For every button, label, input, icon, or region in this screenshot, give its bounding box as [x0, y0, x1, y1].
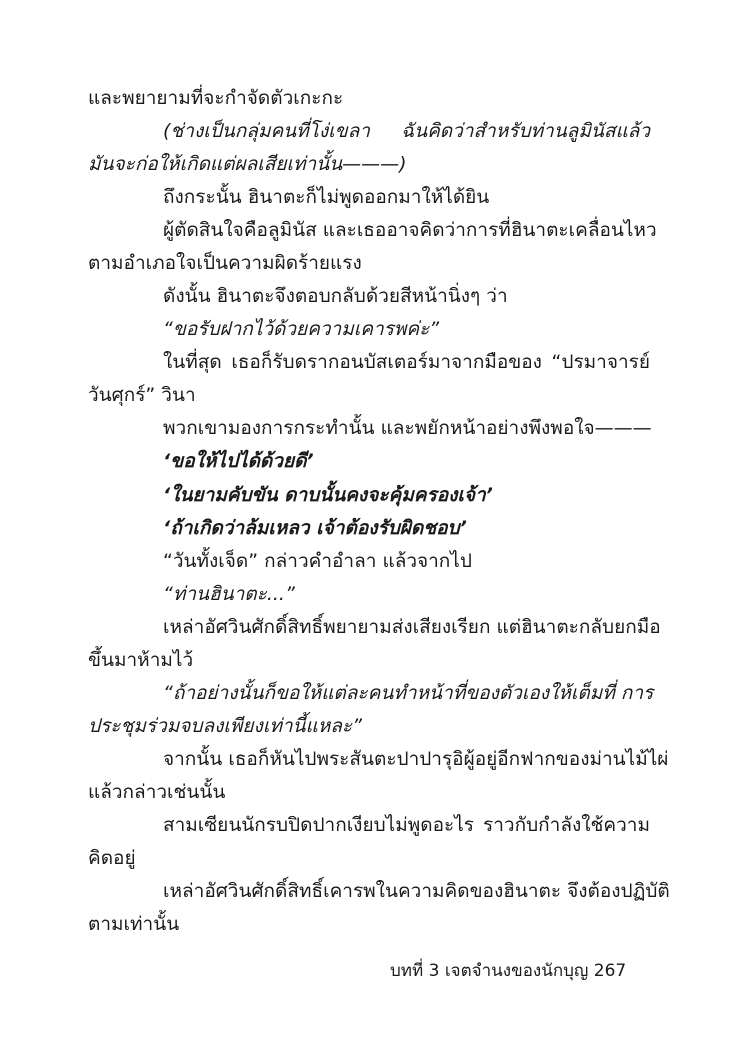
- text-line-25: เหล่าอัศวินศักดิ์สิทธิ์เคารพในความคิดของฮินาตะ จึงต้องปฏิบัติ: [163, 880, 670, 902]
- text-line-17: เหล่าอัศวินศักดิ์สิทธิ์พยายามส่งเสียงเรียก แต่ฮินาตะกลับยกมือ: [163, 616, 661, 638]
- text-line-15: “วันทั้งเจ็ด” กล่าวคำอำลา แล้วจากไป: [163, 550, 472, 572]
- text-line-6: ตามอำเภอใจเป็นความผิดร้ายแรง: [88, 252, 362, 274]
- dialogue-line-16: “ท่านฮินาตะ...”: [163, 583, 295, 605]
- page-footer: บทที่ 3 เจตจำนงของนักบุญ 267: [390, 961, 627, 981]
- text-line-4: ถึงกระนั้น ฮินาตะก็ไม่พูดออกมาให้ได้ยิน: [163, 186, 490, 208]
- inner-thought-line-2: มันจะก่อให้เกิดแต่ผลเสียเท่านั้น———): [88, 153, 407, 175]
- text-line-9: ในที่สุด เธอก็รับดรากอนบัสเตอร์มาจากมือของ “ปรมาจารย์: [163, 351, 650, 373]
- text-line-26: ตามเท่านั้น: [88, 913, 180, 935]
- text-line-22: แล้วกล่าวเช่นนั้น: [88, 781, 226, 803]
- dialogue-line-20: ประชุมร่วมจบลงเพียงเท่านี้แหละ”: [88, 715, 362, 737]
- inner-thought-line-1: (ช่างเป็นกลุ่มคนที่โง่เขลา ฉันคิดว่าสำหรับท่านลูมินัสแล้ว: [163, 120, 650, 142]
- text-line-5: ผู้ตัดสินใจคือลูมินัส และเธออาจคิดว่าการที่ฮินาตะเคลื่อนไหว: [163, 219, 657, 241]
- text-line-7: ดังนั้น ฮินาตะจึงตอบกลับด้วยสีหน้านิ่งๆ ว่า: [163, 285, 508, 307]
- text-line-1: และพยายามที่จะกำจัดตัวเกะกะ: [88, 87, 344, 109]
- text-line-10: วันศุกร์” วินา: [88, 384, 196, 406]
- text-line-18: ขึ้นมาห้ามไว้: [88, 649, 194, 671]
- bold-dialogue-line-13: ‘ในยามคับขัน ดาบนั้นคงจะคุ้มครองเจ้า’: [163, 484, 493, 506]
- dialogue-line-8: “ขอรับฝากไว้ด้วยความเคารพค่ะ”: [163, 318, 440, 340]
- dialogue-line-19: “ถ้าอย่างนั้นก็ขอให้แต่ละคนทำหน้าที่ของตัวเองให้เต็มที่ การ: [163, 682, 654, 704]
- text-line-21: จากนั้น เธอก็หันไปพระสันตะปาปารุอิผู้อยู่อีกฟากของม่านไม้ไผ่: [163, 748, 669, 770]
- bold-dialogue-line-14: ‘ถ้าเกิดว่าล้มเหลว เจ้าต้องรับผิดชอบ’: [163, 517, 467, 539]
- text-line-11: พวกเขามองการกระทำนั้น และพยักหน้าอย่างพึงพอใจ———: [163, 417, 652, 439]
- text-line-24: คิดอยู่: [88, 847, 136, 869]
- text-line-23: สามเซียนนักรบปิดปากเงียบไม่พูดอะไร ราวกับกำลังใช้ความ: [163, 814, 650, 836]
- bold-dialogue-line-12: ‘ขอให้ไปได้ด้วยดี’: [163, 450, 314, 472]
